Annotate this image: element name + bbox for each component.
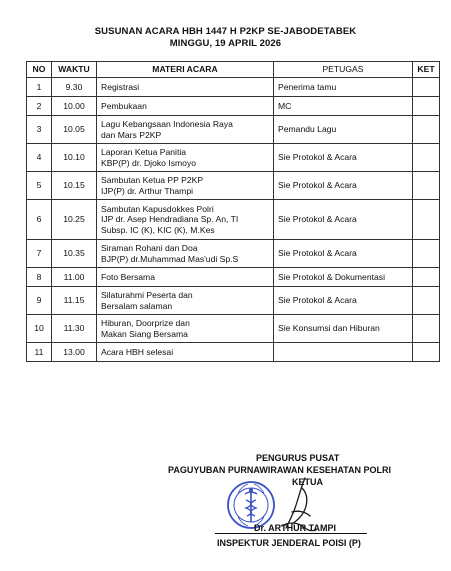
- materi-line: Bersalam salaman: [101, 300, 173, 311]
- materi-line: BJP(P) dr.Muhammad Mas'udi Sp.S: [101, 253, 239, 264]
- table-row: [27, 268, 440, 287]
- cell-waktu: 11.00: [52, 268, 97, 287]
- table-row: [27, 287, 440, 315]
- signatory-name: Dr. ARTHUR TAMPI: [254, 523, 336, 533]
- cell-ket: [413, 116, 440, 144]
- cell-petugas: Sie Konsumsi dan Hiburan: [274, 315, 413, 343]
- cell-no: 8: [27, 268, 52, 287]
- materi-line: Registrasi: [101, 81, 140, 92]
- cell-materi: [97, 287, 274, 315]
- materi-line: Makan Siang Bersama: [101, 328, 188, 339]
- footer-position: KETUA: [292, 477, 323, 487]
- materi-line: Pembukaan: [101, 100, 147, 111]
- column-header-petugas: PETUGAS: [274, 62, 413, 78]
- materi-line: IJP dr. Asep Hendradiana Sp. An, TI: [101, 214, 239, 225]
- cell-materi: [97, 116, 274, 144]
- cell-ket: [413, 240, 440, 268]
- cell-petugas: MC: [274, 97, 413, 116]
- page-title: SUSUNAN ACARA HBH 1447 H P2KP SE-JABODETABEK: [94, 26, 357, 37]
- cell-no: 11: [27, 343, 52, 362]
- cell-waktu: 10.05: [52, 116, 97, 144]
- cell-no: 7: [27, 240, 52, 268]
- column-header-ket: KET: [413, 62, 440, 78]
- cell-materi: [97, 315, 274, 343]
- column-header-no: NO: [27, 62, 52, 78]
- materi-line: Acara HBH selesai: [101, 346, 174, 357]
- agenda-table: [26, 61, 440, 362]
- table-row: [27, 200, 440, 240]
- table-row: [27, 116, 440, 144]
- cell-ket: [413, 268, 440, 287]
- cell-materi: [97, 343, 274, 362]
- table-row: [27, 78, 440, 97]
- cell-materi: [97, 268, 274, 287]
- cell-no: 3: [27, 116, 52, 144]
- table-row: [27, 172, 440, 200]
- column-header-materi: MATERI ACARA: [97, 62, 274, 78]
- cell-ket: [413, 200, 440, 240]
- cell-ket: [413, 172, 440, 200]
- materi-line: Sambutan Kapusdokkes Polri: [101, 203, 214, 214]
- cell-petugas: Sie Protokol & Acara: [274, 172, 413, 200]
- table-row: [27, 144, 440, 172]
- table-row: [27, 343, 440, 362]
- materi-line: Subsp. IC (K), KIC (K), M.Kes: [101, 224, 215, 235]
- cell-waktu: 9.30: [52, 78, 97, 97]
- cell-waktu: 10.00: [52, 97, 97, 116]
- table-header-row: [27, 62, 440, 78]
- materi-line: Lagu Kebangsaan Indonesia Raya: [101, 119, 233, 129]
- cell-ket: [413, 287, 440, 315]
- cell-no: 5: [27, 172, 52, 200]
- cell-waktu: 10.10: [52, 144, 97, 172]
- signature-rule: [215, 533, 367, 534]
- cell-materi: [97, 200, 274, 240]
- materi-line: Hiburan, Doorprize dan: [101, 318, 190, 328]
- cell-materi: [97, 172, 274, 200]
- materi-line: Silaturahmi Peserta dan: [101, 290, 193, 300]
- materi-line: IJP(P) dr. Arthur Thampi: [101, 185, 194, 196]
- agenda-body: [27, 78, 440, 362]
- table-row: [27, 315, 440, 343]
- cell-waktu: 10.25: [52, 200, 97, 240]
- cell-ket: [413, 78, 440, 97]
- cell-petugas: Pemandu Lagu: [274, 116, 413, 144]
- cell-waktu: 10.35: [52, 240, 97, 268]
- materi-line: KBP(P) dr. Djoko Ismoyo: [101, 157, 197, 168]
- signatory-rank: INSPEKTUR JENDERAL POISI (P): [217, 538, 361, 548]
- cell-petugas: Sie Protokol & Acara: [274, 287, 413, 315]
- materi-line: Sambutan Ketua PP P2KP: [101, 175, 204, 185]
- cell-ket: [413, 144, 440, 172]
- cell-petugas: [274, 343, 413, 362]
- footer-org-line2: PAGUYUBAN PURNAWIRAWAN KESEHATAN POLRI: [168, 465, 392, 475]
- page-date: MINGGU, 19 APRIL 2026: [169, 38, 282, 49]
- cell-ket: [413, 315, 440, 343]
- cell-waktu: 11.30: [52, 315, 97, 343]
- cell-no: 10: [27, 315, 52, 343]
- cell-waktu: 11.15: [52, 287, 97, 315]
- materi-line: Siraman Rohani dan Doa: [101, 243, 198, 253]
- cell-materi: [97, 144, 274, 172]
- table-row: [27, 240, 440, 268]
- cell-petugas: Penerima tamu: [274, 78, 413, 97]
- materi-line: dan Mars P2KP: [101, 129, 162, 140]
- cell-no: 2: [27, 97, 52, 116]
- cell-petugas: Sie Protokol & Acara: [274, 240, 413, 268]
- cell-waktu: 10.15: [52, 172, 97, 200]
- cell-materi: [97, 97, 274, 116]
- cell-waktu: 13.00: [52, 343, 97, 362]
- table-row: [27, 97, 440, 116]
- cell-no: 9: [27, 287, 52, 315]
- cell-no: 6: [27, 200, 52, 240]
- cell-petugas: Sie Protokol & Acara: [274, 144, 413, 172]
- cell-no: 4: [27, 144, 52, 172]
- column-header-waktu: WAKTU: [52, 62, 97, 78]
- cell-petugas: Sie Protokol & Acara: [274, 200, 413, 240]
- cell-materi: [97, 240, 274, 268]
- cell-ket: [413, 97, 440, 116]
- cell-ket: [413, 343, 440, 362]
- cell-petugas: Sie Protokol & Dokumentasi: [274, 268, 413, 287]
- cell-no: 1: [27, 78, 52, 97]
- footer-org-line1: PENGURUS PUSAT: [256, 453, 340, 463]
- materi-line: Laporan Ketua Panitia: [101, 147, 187, 157]
- materi-line: Foto Bersama: [101, 271, 155, 282]
- cell-materi: [97, 78, 274, 97]
